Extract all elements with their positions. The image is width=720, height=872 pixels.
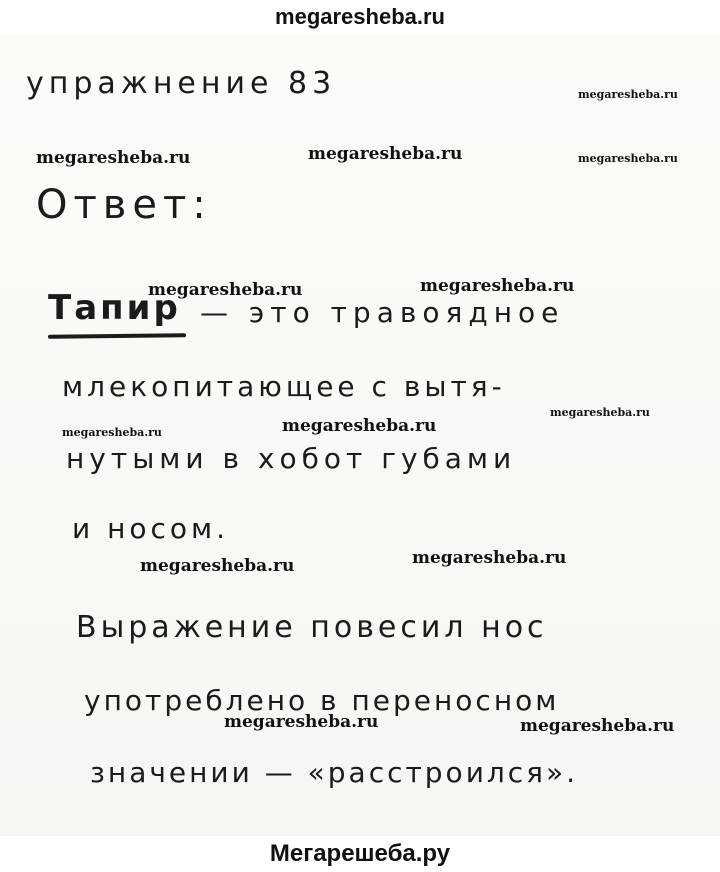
handwritten-notebook-page — [0, 34, 720, 836]
watermark: megaresheba.ru — [140, 556, 295, 576]
term-underline — [48, 333, 186, 338]
answer-line-3: нутыми в хобот губами — [66, 442, 517, 475]
site-header-link[interactable]: megaresheba.ru — [275, 4, 445, 29]
watermark: megaresheba.ru — [578, 152, 678, 165]
answer-line-6: употреблено в переносном — [84, 684, 560, 717]
watermark: megaresheba.ru — [62, 426, 162, 439]
answer-line-4: и носом. — [72, 512, 230, 545]
answer-line-2: млекопитающее с вытя- — [62, 370, 506, 403]
answer-line-1: — это травоядное — [200, 296, 565, 329]
watermark: megaresheba.ru — [412, 548, 567, 568]
watermark: megaresheba.ru — [520, 716, 675, 736]
answer-label: Ответ: — [36, 182, 212, 228]
watermark: megaresheba.ru — [308, 144, 463, 164]
exercise-title: упражнение 83 — [26, 66, 337, 101]
watermark: megaresheba.ru — [420, 276, 575, 296]
watermark: megaresheba.ru — [148, 280, 303, 300]
watermark: megaresheba.ru — [578, 88, 678, 101]
watermark: megaresheba.ru — [36, 148, 191, 168]
site-footer-link[interactable]: Мегарешеба.ру — [269, 840, 451, 867]
watermark: megaresheba.ru — [550, 406, 650, 419]
answer-line-7: значении — «расстроился». — [90, 756, 579, 789]
watermark: megaresheba.ru — [282, 416, 437, 436]
watermark: megaresheba.ru — [224, 712, 379, 732]
answer-line-5: Выражение повесил нос — [76, 610, 548, 645]
term-tapir: Тапир — [48, 288, 181, 328]
